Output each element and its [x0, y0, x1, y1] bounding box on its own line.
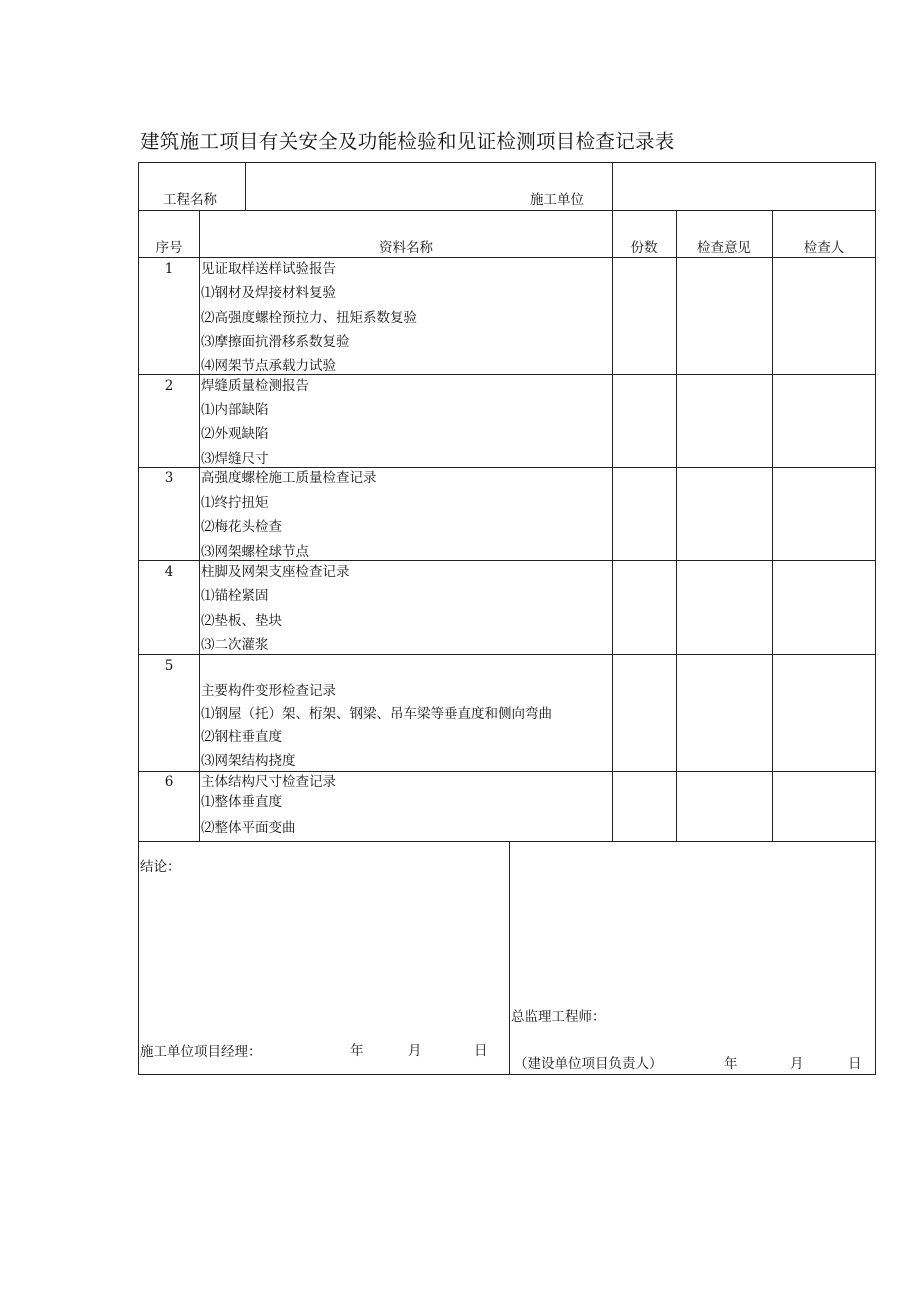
column-header-inspector: 检查人 — [803, 240, 845, 256]
list-item: ⑴钢屋（托）架、桁架、钢梁、吊车梁等垂直度和侧向弯曲 — [201, 706, 552, 722]
list-item: ⑶摩擦面抗滑移系数复验 — [201, 334, 350, 350]
section-number: 4 — [164, 564, 174, 580]
page-title: 建筑施工项目有关安全及功能检验和见证检测项目检查记录表 — [140, 130, 675, 153]
list-item: ⑴锚栓紧固 — [201, 588, 269, 604]
list-item: ⑴整体垂直度 — [201, 794, 282, 810]
list-item: ⑵高强度螺栓预拉力、扭矩系数复验 — [201, 310, 417, 326]
list-item: ⑵外观缺陷 — [201, 426, 269, 442]
list-item: ⑵整体平面变曲 — [201, 820, 296, 836]
owner-signature-label: （建设单位项目负责人） — [514, 1056, 663, 1072]
list-item: ⑵钢柱垂直度 — [201, 729, 282, 745]
column-header-seq: 序号 — [155, 240, 183, 256]
pm-date-year: 年 — [350, 1043, 364, 1059]
list-item: ⑶二次灌浆 — [201, 637, 269, 653]
section-heading: 柱脚及网架支座检查记录 — [201, 564, 350, 580]
pm-date-day: 日 — [474, 1043, 488, 1059]
supervisor-signature-label: 总监理工程师： — [511, 1009, 606, 1025]
section-heading: 主要构件变形检查记录 — [201, 683, 336, 699]
project-name-label: 工程名称 — [163, 192, 217, 208]
list-item: ⑷网架节点承载力试验 — [201, 358, 336, 374]
pm-date-month: 月 — [408, 1043, 422, 1059]
construction-unit-label: 施工单位 — [530, 192, 584, 208]
section-heading: 见证取样送样试验报告 — [201, 261, 336, 277]
list-item: ⑴钢材及焊接材料复验 — [201, 285, 336, 301]
column-header-name: 资料名称 — [379, 240, 433, 256]
section-heading: 焊缝质量检测报告 — [201, 378, 309, 394]
section-number: 6 — [164, 774, 174, 790]
list-item: ⑶网架螺栓球节点 — [201, 544, 309, 560]
section-heading: 主体结构尺寸检查记录 — [201, 774, 336, 790]
list-item: ⑶网架结构挠度 — [201, 753, 296, 769]
conclusion-label: 结论： — [140, 859, 181, 875]
column-header-copies: 份数 — [630, 240, 658, 256]
column-header-opinion: 检查意见 — [697, 240, 751, 256]
section-number: 1 — [164, 261, 174, 277]
section-number: 3 — [164, 470, 174, 486]
list-item: ⑴内部缺陷 — [201, 402, 269, 418]
section-number: 2 — [164, 378, 174, 394]
section-number: 5 — [164, 658, 174, 674]
list-item: ⑴终拧扭矩 — [201, 495, 269, 511]
owner-date-year: 年 — [724, 1056, 738, 1072]
section-heading: 高强度螺栓施工质量检查记录 — [201, 470, 377, 486]
list-item: ⑵垫板、垫块 — [201, 613, 282, 629]
list-item: ⑵梅花头检查 — [201, 519, 282, 535]
list-item: ⑶焊缝尺寸 — [201, 451, 269, 467]
owner-date-day: 日 — [848, 1056, 862, 1072]
owner-date-month: 月 — [790, 1056, 804, 1072]
pm-signature-label: 施工单位项目经理： — [140, 1044, 262, 1060]
